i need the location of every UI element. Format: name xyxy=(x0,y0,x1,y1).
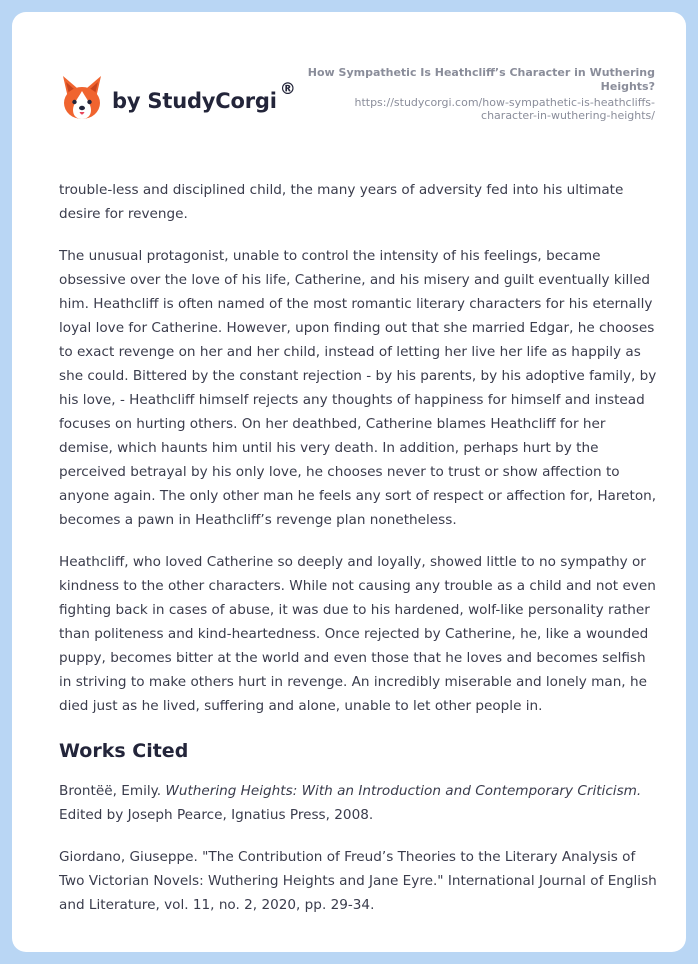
citation-details: Edited by Joseph Pearce, Ignatius Press, 2008. xyxy=(59,807,374,823)
citation-title: Wuthering Heights: With an Introduction and Contemporary Criticism. xyxy=(165,783,642,799)
essay-paragraph: trouble-less and disciplined child, the many years of adversity fed into his ultimate desire for revenge. xyxy=(59,182,624,222)
corgi-icon xyxy=(60,74,104,122)
citation xyxy=(59,779,659,827)
document-page xyxy=(12,12,686,952)
citation-text: Giordano, Giuseppe. "The Contribution of Freud’s Theories to the Literary Analysis of Two Victorian Novels: Wuthering Heights and Jane Eyre." International Journal of English and Literature, vol. 11, no. 2, 2020, pp. 29-34. xyxy=(59,849,657,913)
studycorgi-logo[interactable] xyxy=(60,74,296,122)
essay-paragraph: The unusual protagonist, unable to control the intensity of his feelings, became obsessive over the love of his life, Catherine, and his misery and guilt eventually killed him. Heathcliff is often named of the most romantic literary characters for his eternally loyal love for Catherine. However, upon finding out that she married Edgar, he chooses to exact revenge on her and her child, instead of letting her live her life as happily as she could. Bittered by the constant rejection - by his parents, by his adoptive family, by his love, - Heathcliff himself rejects any thoughts of happiness for himself and instead focuses on hurting others. On her deathbed, Catherine blames Heathcliff for her demise, which haunts him until his very death. In addition, perhaps hurt by the perceived betrayal by his only love, he chooses never to trust or show affection to anyone again. The only other man he feels any sort of respect or affection for, Hareton, becomes a pawn in Heathcliff’s revenge plan nonetheless. xyxy=(59,248,657,528)
essay-content xyxy=(59,178,659,935)
citation-author: Brontëë, Emily. xyxy=(59,783,166,799)
document-title: How Sympathetic Is Heathcliff’s Character in Wuthering Heights? xyxy=(307,66,655,93)
document-url[interactable]: https://studycorgi.com/how-sympathetic-is-heathcliffs-character-in-wuthering-heights/ xyxy=(354,96,655,122)
document-meta xyxy=(305,66,655,122)
registered-mark: ® xyxy=(279,78,296,98)
works-cited-heading: Works Cited xyxy=(59,740,189,762)
citation xyxy=(59,845,659,917)
brand-name: by StudyCorgi xyxy=(112,89,277,113)
essay-paragraph: Heathcliff, who loved Catherine so deeply and loyally, showed little to no sympathy or kindness to the other characters. While not causing any trouble as a child and not even fighting back in cases of abuse, it was due to his hardened, wolf-like personality rather than politeness and kind-heartedness. Once rejected by Catherine, he, like a wounded puppy, becomes bitter at the world and even those that he loves and becomes selfish in striving to make others hurt in revenge. An incredibly miserable and lonely man, he died just as he lived, suffering and alone, unable to let other people in. xyxy=(59,554,656,714)
